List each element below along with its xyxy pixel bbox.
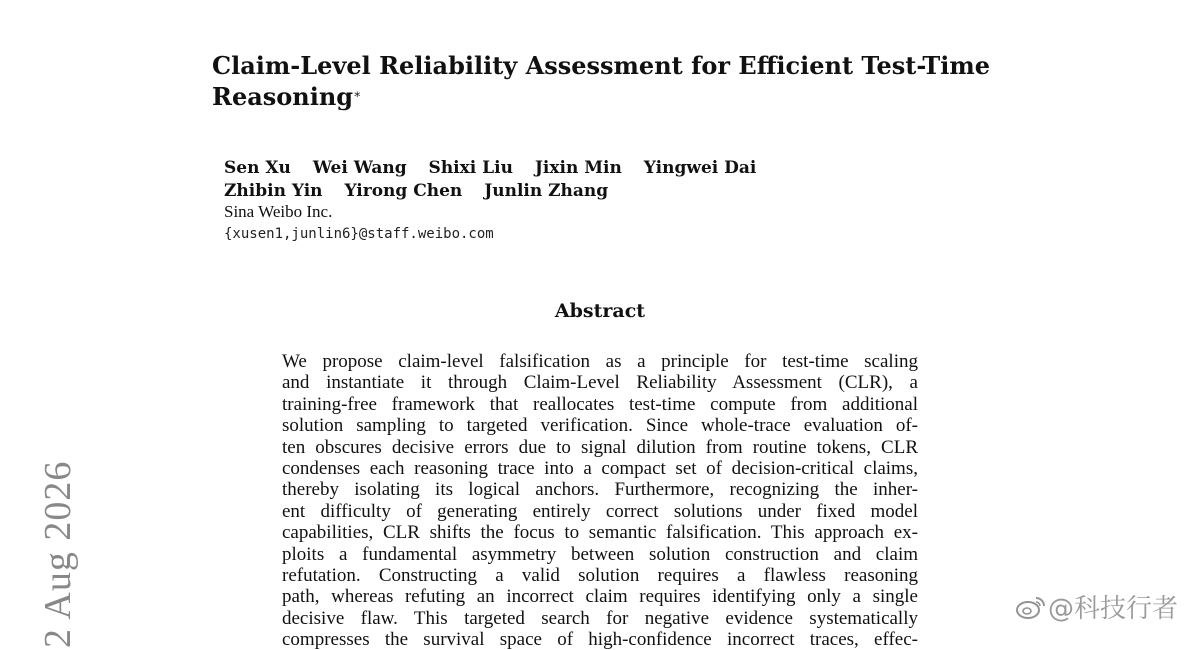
author-row-1	[224, 157, 772, 180]
author-name: Zhibin Yin	[224, 181, 323, 201]
weibo-logo-icon	[1016, 594, 1046, 620]
contact-email: {xusen1,junlin6}@staff.weibo.com	[224, 226, 494, 242]
abstract-body	[282, 351, 918, 650]
title-line-1: Claim-Level Reliability Assessment for Efficient Test-Time	[212, 51, 991, 80]
author-name: Junlin Zhang	[484, 181, 609, 201]
arxiv-side-stamp: 2 Aug 2026	[37, 460, 79, 648]
abstract-line: ent difficulty of generating entirely correct solutions under fixed model	[282, 500, 918, 522]
weibo-watermark	[1016, 588, 1178, 625]
abstract-line: path, whereas refuting an incorrect claim requires identifying only a single	[282, 586, 918, 608]
title-line-2-text: Reasoning	[212, 82, 354, 111]
paper-title	[212, 50, 1012, 112]
abstract-line: solution sampling to targeted verification. Since whole-trace evaluation of-	[282, 415, 918, 437]
author-name: Shixi Liu	[428, 158, 513, 178]
author-list	[224, 157, 772, 203]
author-name: Jixin Min	[534, 158, 622, 178]
abstract-line: thereby isolating its logical anchors. Furthermore, recognizing the inher-	[282, 479, 918, 501]
abstract-line: and instantiate it through Claim-Level Reliability Assessment (CLR), a	[282, 372, 918, 394]
abstract-line: refutation. Constructing a valid solution requires a flawless reasoning	[282, 564, 918, 586]
abstract-line: condenses each reasoning trace into a compact set of decision-critical claims,	[282, 457, 918, 479]
abstract-line: We propose claim-level falsification as a principle for test-time scaling	[282, 351, 918, 372]
author-name: Yirong Chen	[344, 181, 463, 201]
abstract-line: ten obscures decisive errors due to signal dilution from routine tokens, CLR	[282, 436, 918, 458]
abstract-line: decisive flaw. This targeted search for negative evidence systematically	[282, 607, 918, 629]
author-name: Yingwei Dai	[643, 158, 757, 178]
author-name: Sen Xu	[224, 158, 291, 178]
affiliation: Sina Weibo Inc.	[224, 202, 333, 221]
abstract-heading: Abstract	[554, 300, 646, 322]
abstract-line: capabilities, CLR shifts the focus to semantic falsification. This approach ex-	[282, 522, 918, 544]
abstract-line: compresses the survival space of high-confidence incorrect traces, effec-	[282, 629, 918, 650]
author-row-2	[224, 180, 772, 203]
title-footnote-mark: ∗	[353, 87, 362, 101]
watermark-text: @科技行者	[1047, 594, 1178, 624]
abstract-line: ploits a fundamental asymmetry between solution construction and claim	[282, 543, 918, 565]
abstract-line: training-free framework that reallocates test-time compute from additional	[282, 393, 918, 415]
author-name: Wei Wang	[312, 158, 407, 178]
title-line-2	[212, 81, 1012, 112]
